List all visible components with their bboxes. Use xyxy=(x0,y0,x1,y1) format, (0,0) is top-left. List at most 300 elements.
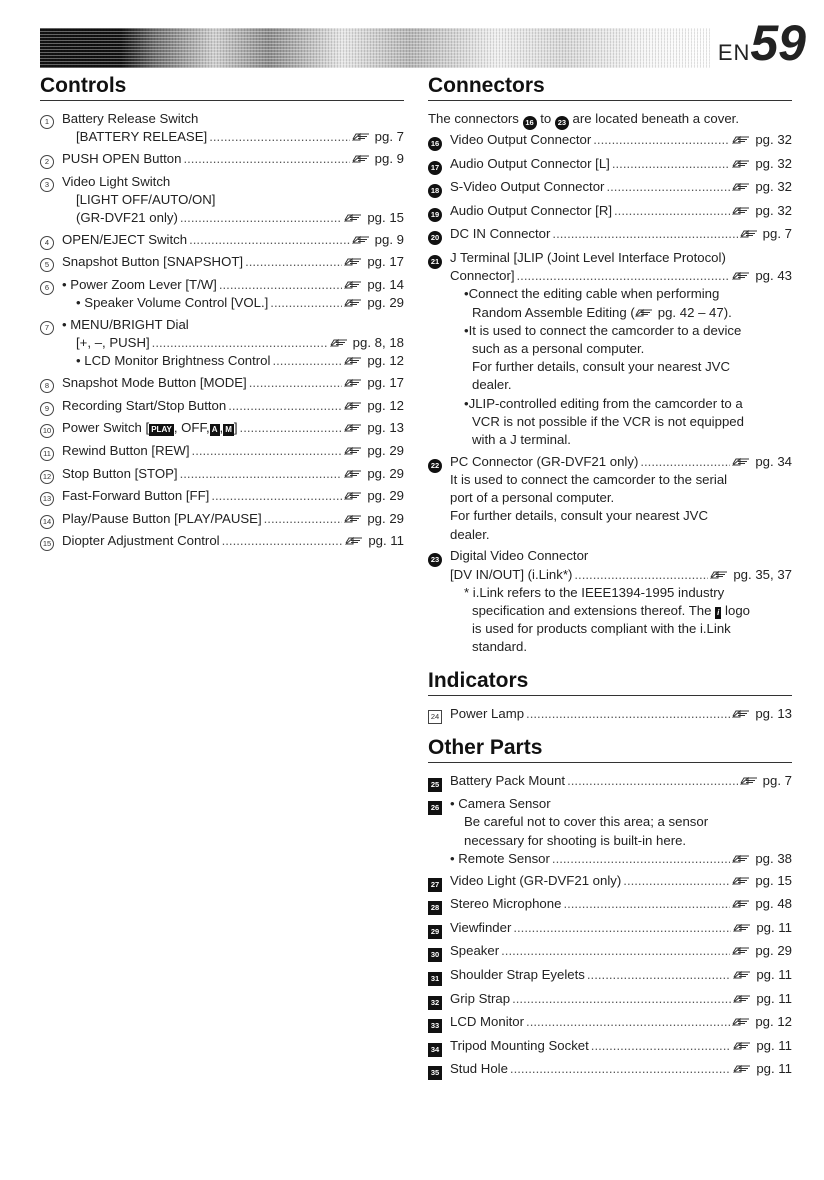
pointing-hand-icon xyxy=(733,993,753,1003)
item-line xyxy=(450,202,792,220)
page-reference-value: pg. 32 xyxy=(755,202,792,218)
item-line xyxy=(62,276,404,294)
item-text: Diopter Adjustment Control xyxy=(62,533,220,549)
item-body xyxy=(450,990,792,1010)
item-number xyxy=(40,510,62,529)
item-line xyxy=(450,376,792,394)
list-item xyxy=(40,253,404,272)
item-body xyxy=(450,225,792,245)
item-text: S-Video Output Connector xyxy=(450,179,605,195)
item-line xyxy=(450,507,792,525)
item-text: dealer. xyxy=(450,526,490,542)
item-text: Battery Pack Mount xyxy=(450,772,566,788)
item-number xyxy=(428,225,450,245)
page-reference xyxy=(352,231,404,249)
item-body xyxy=(450,705,792,724)
item-body xyxy=(62,510,404,529)
leader-dots xyxy=(623,872,730,890)
number-badge: 17 xyxy=(428,161,442,175)
mode-icon: A xyxy=(211,425,218,435)
pointing-hand-icon xyxy=(344,422,364,432)
item-number xyxy=(428,178,450,198)
item-line xyxy=(62,316,404,334)
item-body xyxy=(450,895,792,915)
item-body xyxy=(450,872,792,892)
item-number xyxy=(40,487,62,506)
item-text: Battery Release Switch xyxy=(62,111,199,126)
page-reference-value: pg. 11 xyxy=(756,990,792,1006)
leader-dots xyxy=(501,942,730,960)
leader-dots xyxy=(593,131,730,149)
item-text: Fast-Forward Button [FF] xyxy=(62,488,210,504)
pointing-hand-icon xyxy=(344,297,364,307)
item-text: •Connect the editing cable when performing xyxy=(464,286,720,302)
page-reference xyxy=(344,442,404,460)
page-reference xyxy=(344,419,404,437)
page-reference-value: pg. 11 xyxy=(756,1037,792,1053)
item-line xyxy=(450,225,792,243)
item-text: Random Assemble Editing ( xyxy=(472,304,635,320)
item-line xyxy=(450,966,792,984)
item-number xyxy=(40,419,62,438)
page-reference xyxy=(732,872,792,890)
item-line xyxy=(62,191,404,209)
item-number xyxy=(40,110,62,146)
item-text: specification and extensions thereof. The xyxy=(472,603,716,619)
item-body xyxy=(450,178,792,198)
page-reference-value: pg. 9 xyxy=(374,151,404,166)
item-body xyxy=(62,487,404,506)
number-badge: 28 xyxy=(428,901,442,915)
item-line xyxy=(62,419,404,437)
page-reference-value: pg. 11 xyxy=(368,533,404,549)
number-badge: 3 xyxy=(40,178,54,192)
pointing-hand-icon xyxy=(344,513,364,523)
pointing-hand-icon xyxy=(344,445,364,455)
item-text: Digital Video Connector xyxy=(450,548,589,564)
item-line xyxy=(450,413,792,431)
page-reference-value: pg. 34 xyxy=(755,453,792,469)
page-reference xyxy=(732,131,792,149)
item-text: Rewind Button [REW] xyxy=(62,442,190,458)
page-reference-value: pg. 29 xyxy=(367,510,404,526)
item-text: ] xyxy=(233,420,238,436)
item-text: Video Light Switch xyxy=(62,173,171,189)
leader-dots xyxy=(240,419,343,437)
pointing-hand-icon xyxy=(733,1063,753,1073)
pointing-hand-icon xyxy=(352,131,372,141)
number-badge: 22 xyxy=(428,459,442,473)
leader-dots xyxy=(591,1037,732,1055)
leader-dots xyxy=(228,397,342,415)
page-reference-value: pg. 29 xyxy=(367,442,404,458)
leader-dots xyxy=(513,919,731,937)
leader-dots xyxy=(180,209,342,227)
item-body xyxy=(450,942,792,962)
item-number xyxy=(428,249,450,449)
item-number xyxy=(428,1013,450,1033)
leader-dots xyxy=(192,442,343,460)
page-reference xyxy=(344,253,404,271)
page-reference-value: pg. 14 xyxy=(367,276,404,292)
item-line xyxy=(62,397,404,415)
item-text: Video Output Connector xyxy=(450,132,592,147)
other-parts-list xyxy=(428,772,792,1081)
page-reference-value: pg. 15 xyxy=(755,872,792,888)
item-text: It is used to connect the camcorder to the serial xyxy=(450,472,728,487)
leader-dots xyxy=(517,267,731,285)
page-reference-value: pg. 11 xyxy=(756,1061,792,1077)
page-reference xyxy=(733,990,792,1008)
page-reference xyxy=(344,487,404,505)
pointing-hand-icon xyxy=(732,158,752,168)
item-text: necessary for shooting is built-in here. xyxy=(464,832,687,848)
page-reference xyxy=(732,895,792,913)
item-text: • Power Zoom Lever [T/W] xyxy=(62,276,217,292)
item-text: , xyxy=(219,420,224,436)
number-badge: 34 xyxy=(428,1043,442,1057)
list-item xyxy=(428,155,792,175)
item-line xyxy=(450,155,792,173)
item-text: Viewfinder xyxy=(450,919,512,935)
list-item xyxy=(40,110,404,146)
leader-dots xyxy=(270,294,342,312)
pointing-hand-icon xyxy=(740,775,760,785)
list-item xyxy=(40,532,404,551)
pointing-hand-icon xyxy=(330,337,350,347)
list-item xyxy=(428,249,792,449)
item-body xyxy=(450,1060,792,1080)
item-text: is used for products compliant with the i.Link xyxy=(472,621,731,637)
item-line xyxy=(62,334,404,352)
item-line xyxy=(62,128,404,146)
item-line xyxy=(62,465,404,483)
item-body xyxy=(62,465,404,484)
connectors-list xyxy=(428,131,792,657)
list-item xyxy=(40,465,404,484)
pointing-hand-icon xyxy=(710,569,730,579)
item-number xyxy=(428,990,450,1010)
item-line xyxy=(450,471,792,489)
item-number xyxy=(40,173,62,228)
list-item xyxy=(40,487,404,506)
item-body xyxy=(62,110,404,146)
page-reference-value: pg. 17 xyxy=(367,254,404,270)
page-reference xyxy=(344,352,404,370)
list-item xyxy=(428,966,792,986)
item-line xyxy=(62,294,404,312)
pointing-hand-icon xyxy=(732,945,752,955)
item-number xyxy=(428,772,450,792)
item-body xyxy=(450,1037,792,1057)
item-body xyxy=(62,316,404,371)
page-reference xyxy=(344,374,404,392)
item-text: J Terminal [JLIP (Joint Level Interface Protocol) xyxy=(450,249,726,265)
item-text: (GR-DVF21 only) xyxy=(76,210,178,225)
pointing-hand-icon xyxy=(732,270,752,280)
item-text: standard. xyxy=(472,639,527,655)
item-body xyxy=(62,231,404,250)
leader-dots xyxy=(219,276,342,294)
item-line xyxy=(450,872,792,890)
number-badge: 33 xyxy=(428,1019,442,1033)
item-body xyxy=(62,419,404,438)
item-text: • Remote Sensor xyxy=(450,850,550,866)
item-line xyxy=(450,1013,792,1031)
page-reference-value: pg. 7 xyxy=(762,226,792,242)
number-badge: 16 xyxy=(428,137,442,151)
page-reference-value: pg. 11 xyxy=(756,967,792,982)
page-reference xyxy=(732,705,792,723)
pointing-hand-icon xyxy=(344,468,364,478)
item-line xyxy=(450,620,792,638)
page-reference xyxy=(344,465,404,483)
item-text: such as a personal computer. xyxy=(472,340,645,356)
page-reference-value: pg. 35, 37 xyxy=(733,566,792,582)
item-line xyxy=(450,638,792,656)
item-line xyxy=(62,487,404,505)
item-body xyxy=(450,155,792,175)
number-badge: 6 xyxy=(40,281,54,295)
list-item xyxy=(428,795,792,868)
item-number xyxy=(428,705,450,724)
page-reference xyxy=(733,1060,792,1078)
item-line xyxy=(450,895,792,913)
item-number xyxy=(40,316,62,371)
item-body xyxy=(450,202,792,222)
item-text: • Camera Sensor xyxy=(450,796,551,812)
page-reference-value: pg. 7 xyxy=(374,129,404,145)
item-line xyxy=(62,510,404,528)
item-line xyxy=(450,584,792,602)
leader-dots xyxy=(612,155,731,173)
page-reference-value: pg. 12 xyxy=(367,353,404,369)
page-reference xyxy=(344,397,404,415)
item-body xyxy=(450,131,792,151)
page-reference-value: pg. 13 xyxy=(755,705,792,721)
item-number xyxy=(40,397,62,416)
number-badge: 30 xyxy=(428,948,442,962)
item-line xyxy=(450,832,792,850)
item-line xyxy=(450,358,792,376)
item-number xyxy=(40,276,62,312)
number-badge: 23 xyxy=(428,553,442,567)
page-reference-value: pg. 32 xyxy=(755,179,792,195)
list-item xyxy=(40,316,404,371)
number-badge: 10 xyxy=(40,424,54,438)
item-body xyxy=(450,249,792,449)
item-line xyxy=(62,532,404,550)
item-line xyxy=(450,489,792,507)
leader-dots xyxy=(614,202,730,220)
page-reference xyxy=(344,209,404,227)
item-body xyxy=(62,150,404,169)
item-text: DC IN Connector xyxy=(450,226,551,242)
item-number xyxy=(428,1037,450,1057)
item-line xyxy=(62,352,404,370)
item-text: • Speaker Volume Control [VOL.] xyxy=(76,295,269,311)
leader-dots xyxy=(209,128,349,146)
pointing-hand-icon xyxy=(732,898,752,908)
item-number xyxy=(40,150,62,169)
number-badge: 12 xyxy=(40,470,54,484)
item-line xyxy=(62,374,404,392)
indicators-list xyxy=(428,705,792,724)
pointing-hand-icon xyxy=(732,853,752,863)
number-badge: 11 xyxy=(40,447,54,461)
item-text: [+, –, PUSH] xyxy=(76,335,150,351)
item-text: Power Lamp xyxy=(450,705,525,721)
number-badge: 31 xyxy=(428,972,442,986)
list-item xyxy=(428,1037,792,1057)
item-text: Audio Output Connector [R] xyxy=(450,202,613,218)
pointing-hand-icon xyxy=(732,181,752,191)
item-line xyxy=(450,547,792,565)
item-number xyxy=(40,231,62,250)
list-item xyxy=(428,942,792,962)
number-badge: 27 xyxy=(428,878,442,892)
item-number xyxy=(428,131,450,151)
page-reference-value: pg. 9 xyxy=(374,231,404,247)
number-badge: 14 xyxy=(40,515,54,529)
item-line xyxy=(450,249,792,267)
pointing-hand-icon xyxy=(635,307,655,317)
page-reference xyxy=(352,150,404,168)
item-line xyxy=(450,285,792,303)
leader-dots xyxy=(510,1060,731,1078)
item-line xyxy=(62,209,404,227)
page-reference xyxy=(710,566,792,584)
leader-dots xyxy=(249,374,343,392)
item-line xyxy=(62,253,404,271)
item-text: LCD Monitor xyxy=(450,1014,525,1030)
list-item xyxy=(428,705,792,724)
list-item xyxy=(40,276,404,312)
item-body xyxy=(62,253,404,272)
page-reference xyxy=(733,966,792,984)
item-line xyxy=(450,526,792,544)
item-line xyxy=(450,322,792,340)
page-number xyxy=(717,15,806,71)
leader-dots xyxy=(640,453,730,471)
page-reference xyxy=(740,225,792,243)
list-item xyxy=(428,772,792,792)
list-item xyxy=(428,990,792,1010)
item-text: [DV IN/OUT] (i.Link*) xyxy=(450,566,573,582)
leader-dots xyxy=(563,895,730,913)
item-text: PUSH OPEN Button xyxy=(62,151,182,166)
page-reference: pg. 42 – 47). xyxy=(657,304,732,320)
item-text: Connector] xyxy=(450,268,515,284)
page-reference xyxy=(740,772,792,790)
list-item xyxy=(428,919,792,939)
page-reference xyxy=(344,510,404,528)
item-body xyxy=(450,1013,792,1033)
leader-dots xyxy=(552,225,737,243)
list-item xyxy=(428,453,792,544)
item-body xyxy=(450,919,792,939)
number-badge: 4 xyxy=(40,236,54,250)
list-item xyxy=(40,397,404,416)
indicators-heading: Indicators xyxy=(428,669,792,696)
leader-dots xyxy=(526,1013,730,1031)
item-line xyxy=(450,566,792,584)
page-reference-value: pg. 7 xyxy=(762,772,792,788)
pointing-hand-icon xyxy=(733,1040,753,1050)
page-reference-value: pg. 8, 18 xyxy=(352,335,404,351)
language-code: EN xyxy=(717,40,751,65)
item-line xyxy=(450,453,792,471)
pointing-hand-icon xyxy=(344,212,364,222)
list-item xyxy=(428,131,792,151)
list-item xyxy=(40,231,404,250)
item-body xyxy=(62,276,404,312)
leader-dots xyxy=(189,231,350,249)
pointing-hand-icon xyxy=(732,875,752,885)
pointing-hand-icon xyxy=(344,400,364,410)
list-item xyxy=(40,150,404,169)
item-line xyxy=(450,850,792,868)
leader-dots xyxy=(574,566,708,584)
pointing-hand-icon xyxy=(733,922,753,932)
right-column xyxy=(428,74,792,1084)
page-reference-value: pg. 11 xyxy=(756,919,792,935)
page-reference-value: pg. 29 xyxy=(367,488,404,504)
connectors-intro: The connectors 16 to 23 are located beneath a cover. xyxy=(428,110,792,130)
item-text: Shoulder Strap Eyelets xyxy=(450,967,585,982)
mode-icon: M xyxy=(225,425,232,435)
mode-icon: PLAY xyxy=(151,425,172,435)
number-badge: 8 xyxy=(40,379,54,393)
leader-dots xyxy=(222,532,344,550)
list-item xyxy=(40,173,404,228)
pointing-hand-icon xyxy=(344,355,364,365)
item-text: •JLIP-controlled editing from the camcorder to a xyxy=(464,395,743,411)
item-text: [LIGHT OFF/AUTO/ON] xyxy=(76,191,216,207)
item-text: dealer. xyxy=(472,377,512,393)
pointing-hand-icon xyxy=(352,153,372,163)
page-reference xyxy=(732,850,792,868)
number-badge: 16 xyxy=(523,116,537,130)
item-text: Speaker xyxy=(450,943,500,959)
leader-dots xyxy=(211,487,342,505)
number-badge: 29 xyxy=(428,925,442,939)
leader-dots xyxy=(264,510,343,528)
item-line xyxy=(450,990,792,1008)
item-line xyxy=(450,131,792,149)
item-line xyxy=(450,813,792,831)
page-reference-value: pg. 15 xyxy=(367,210,404,225)
page-reference xyxy=(732,155,792,173)
leader-dots xyxy=(567,772,738,790)
leader-dots xyxy=(526,705,730,723)
item-text: VCR is not possible if the VCR is not equipped xyxy=(472,413,744,429)
other-parts-heading: Other Parts xyxy=(428,736,792,763)
item-text: Audio Output Connector [L] xyxy=(450,155,610,171)
item-text: Stud Hole xyxy=(450,1061,508,1077)
item-number xyxy=(40,253,62,272)
item-text: Snapshot Mode Button [MODE] xyxy=(62,375,247,391)
list-item xyxy=(428,178,792,198)
leader-dots xyxy=(512,990,731,1008)
item-body xyxy=(450,547,792,656)
page-reference xyxy=(732,942,792,960)
item-text: Play/Pause Button [PLAY/PAUSE] xyxy=(62,510,262,526)
page-reference xyxy=(344,294,404,312)
header-banner xyxy=(40,28,712,68)
item-line xyxy=(450,178,792,196)
pointing-hand-icon xyxy=(732,1016,752,1026)
